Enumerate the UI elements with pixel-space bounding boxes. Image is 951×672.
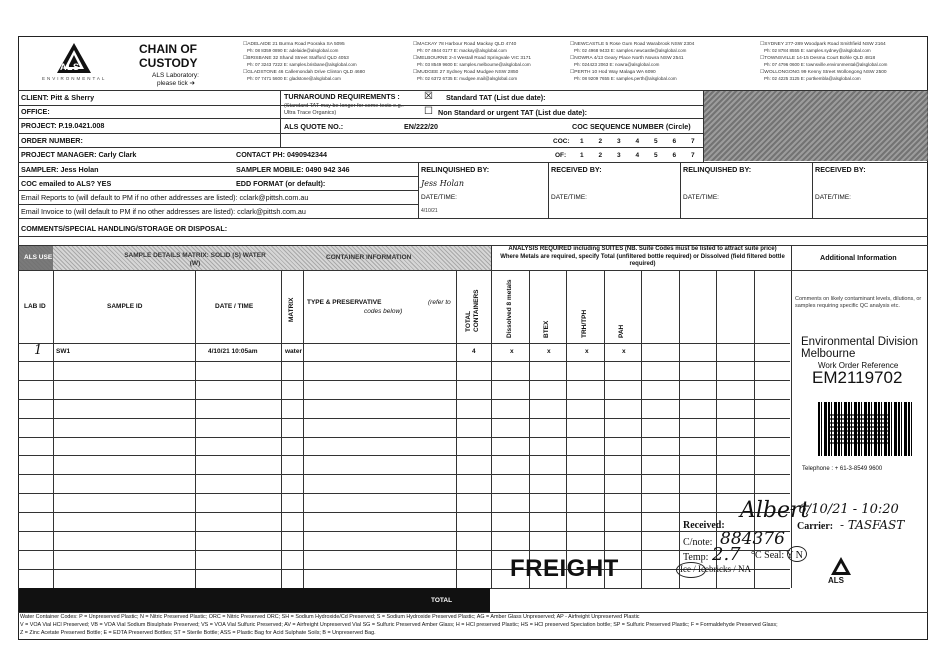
analysis-column-header: BTEX [543,320,550,338]
project-field: PROJECT: P.19.0421.008 [21,121,105,130]
table-row-line [18,550,790,551]
lab-location-name[interactable]: ☐WOLLONGONG 99 Kenny Street Wollongong NSW 2500 [760,70,887,75]
col-type-ref: (refer to [428,299,451,306]
table-row-line [18,418,790,419]
quote-value: EN/222/20 [404,122,438,131]
col-lab-id: LAB ID [24,303,46,310]
of-number[interactable]: 6 [672,152,677,159]
turnaround-note-1: (Standard TAT may be longer for some tests e.g.. [284,103,404,109]
relinquished-name: Jess Holan [421,179,464,188]
datetime-label-1: DATE/TIME: [421,194,457,201]
lab-location-name[interactable]: ☐NEWCASTLE 5 Rose Gum Road Warabrook NSW 2304 [570,42,695,47]
comments-label: COMMENTS/SPECIAL HANDLING/STORAGE OR DISPOSAL: [21,224,228,233]
coc-number[interactable]: 7 [691,138,695,145]
redacted-block [704,91,928,161]
col-total-containers: TOTAL CONTAINERS [465,289,480,332]
temp-label: Temp: [683,552,709,563]
email-invoice-field: Email Invoice to (will default to PM if no other addresses are listed): cclark@pittsh.com.au [21,207,306,216]
of-number[interactable]: 7 [691,152,695,159]
table-row-line [18,493,790,494]
lab-location-name[interactable]: ☐MUDGEE 27 Sydney Road Mudgee NSW 2850 [413,70,519,75]
lab-location-name[interactable]: ☐BRISBANE 32 Shand Street Stafford QLD 4053 [243,56,349,61]
lab-location-contact: Ph: 07 7471 5600 E: gladstone@alsglobal.com [247,76,341,81]
row-lab-id: 1 [34,343,43,358]
of-number[interactable]: 3 [617,152,621,159]
table-row-line [18,437,790,438]
receipt-date: - 6/10/21 - 10:20 [790,502,899,517]
coc-number[interactable]: 5 [654,138,658,145]
coc-number[interactable]: 1 [580,138,584,145]
project-manager-field: PROJECT MANAGER: Carly Clark [21,150,137,159]
seal-circle-icon [787,546,807,562]
row-total: 4 [472,348,476,355]
lab-location-name[interactable]: ☐TOWNSVILLE 14-15 Desma Court Bohle QLD 4818 [760,56,876,61]
received-label-2: RECEIVED BY: [815,165,866,174]
coc-row-label: COC: [553,138,570,145]
coc-number[interactable]: 3 [617,138,621,145]
lab-location-contact: Ph: 08 8359 0890 E: adelaide@alsglobal.com [247,48,339,53]
col-matrix: MATRIX [288,297,295,322]
lab-location-name[interactable]: ☐MACKAY 78 Harbour Road Mackay QLD 4740 [413,42,517,47]
cnote-value: 884376 [720,529,785,549]
of-row-label: OF: [555,152,567,159]
carrier-value: - TASFAST [840,518,905,532]
coc-sequence-label: COC SEQUENCE NUMBER (Circle) [572,122,691,131]
lab-note-2: please tick ➔ [157,80,195,87]
receipt-logo: ALS [828,576,844,585]
barcode-pattern-icon [830,414,890,444]
row-sample-id: SW1 [56,348,71,355]
footer-line-3: Z = Zinc Acetate Preserved Bottle; E = EDTA Preserved Bottles; ST = Sterile Bottle; ASS = Plastic Bag for Acid Sulphate Soils; B = Unpreserved Bag. [20,630,376,636]
lab-location-contact: Ph: 07 3243 7222 E: samples.brisbane@alsglobal.com [247,62,357,67]
receipt-signature: Albert [740,498,810,523]
stamp-telephone: Telephone : + 61-3-8549 9600 [802,466,883,472]
urgent-tat-label: Non Standard or urgent TAT (List due date): [438,108,588,117]
title-line1: CHAIN OF [139,42,197,56]
stamp-wo-number: EM2119702 [812,368,903,387]
lab-location-name[interactable]: ☐NOWRA 4/13 Geary Place North Nowra NSW 2541 [570,56,684,61]
receipt-als-logo-icon [830,556,852,576]
row-analysis-mark: x [622,348,626,355]
row-date-time: 4/10/21 10:05am [208,348,258,355]
logo-subtext: ENVIRONMENTAL [42,76,107,81]
col-type-preservative: TYPE & PRESERVATIVE [307,299,382,306]
relinquished-label-2: RELINQUISHED BY: [683,165,752,174]
analysis-line-3: required) [629,261,656,267]
analysis-line-2: Where Metals are required, specify Total (unfiltered bottle required) or Dissolved (field filtered bottle [500,253,785,260]
analysis-column-header: PAH [618,324,625,338]
lab-location-contact: Ph: 07 4796 0600 E: townsville.environmental@alsglobal.com [764,62,888,67]
container-info-label: CONTAINER INFORMATION [326,254,412,261]
sampler-mobile-field: SAMPLER MOBILE: 0490 942 346 [236,165,350,174]
datetime-label-4: DATE/TIME: [815,194,851,201]
table-row-line [18,474,790,475]
table-row-line [18,361,790,362]
lab-location-name[interactable]: ☐ADELAIDE 21 Burma Road Pooraka SA 5095 [243,42,345,47]
stamp-city: Melbourne [801,348,856,360]
table-row-line [18,399,790,400]
logo-text: ALS [60,62,80,72]
stamp-division: Environmental Division [801,336,918,348]
lab-location-name[interactable]: ☐GLADSTONE 46 Callemondah Drive Clinton QLD 4680 [243,70,366,75]
datetime-label-2: DATE/TIME: [551,194,587,201]
lab-location-contact: Ph: 03 8549 9600 E: samples.melbourne@alsglobal.com [417,62,531,67]
received-label-1: RECEIVED BY: [551,165,602,174]
footer-line-1: Water Container Codes: P = Unpreserved Plastic; N = Nitric Preserved Plastic; ORC = Nitric Preserved ORC; SH = Sodium Hydroxide/Cd Preserved; S = Sodium Hydroxide Preserved Plastic; AG = Amber Glass Unpreserved; AP - Airfreight Unpreserved Plastic [20,614,640,620]
of-number[interactable]: 2 [598,152,603,159]
coc-number[interactable]: 2 [598,138,603,145]
additional-info-label: Additional Information [820,253,897,262]
table-row-line [18,569,790,570]
lab-location-contact: Ph: 02 6372 6735 E: mudgee.mail@alsglobal.com [417,76,518,81]
temp-value: 2.7 [712,544,741,565]
cnote-label: C/note: [683,537,713,548]
edd-format-field: EDD FORMAT (or default): [236,179,326,188]
table-row-line [18,380,790,381]
standard-tat-label: Standard TAT (List due date): [446,93,546,102]
row-analysis-mark: x [547,348,551,355]
turnaround-label: TURNAROUND REQUIREMENTS : [284,92,400,101]
receipt-received-label: Received: [683,520,725,531]
lab-note-1: ALS Laboratory: [152,72,199,79]
col-type-codes: codes below) [364,308,403,315]
table-row-line [18,455,790,456]
row-matrix: water [285,348,302,355]
email-reports-field: Email Reports to (will default to PM if no other addresses are listed): cclark@pittsh.com.au [21,193,309,202]
analysis-header [494,246,791,269]
lab-location-contact: Ph: 02 4225 3125 E: portkembla@alsglobal.com [764,76,861,81]
total-bar [19,588,490,612]
datetime-label-3: DATE/TIME: [683,194,719,201]
standard-tat-checkbox[interactable]: ☒ [424,91,433,102]
lab-location-contact: Ph: 07 4944 0177 E: mackay@alsglobal.com [417,48,507,53]
carrier-label: Carrier: [797,521,834,532]
freight-stamp: FREIGHT [510,555,619,582]
ice-circle-icon [676,562,706,578]
turnaround-note-2: Ultra Trace Organics) [284,110,337,116]
lab-location-contact: Ph: 02 8784 8555 E: samples.sydney@alsglobal.com [764,48,871,53]
lab-location-name[interactable]: ☐SYDNEY 277-289 Woodpark Road Smithfield NSW 2164 [760,42,886,47]
lab-location-name[interactable]: ☐PERTH 10 Hod Way Malaga WA 6090 [570,70,656,75]
order-number-field: ORDER NUMBER: [21,136,83,145]
of-number[interactable]: 1 [580,152,584,159]
lab-location-name[interactable]: ☐MELBOURNE 2-4 Westall Road Springvale VIC 3171 [413,56,532,61]
contact-phone-field: CONTACT PH: 0490942344 [236,150,327,159]
total-label: TOTAL [431,597,453,604]
analysis-line-1: ANALYSIS REQUIRED including SUITES (NB. Suite Codes must be listed to attract suite price) [508,246,777,252]
of-number[interactable]: 4 [635,152,640,159]
table-row-line [18,531,790,532]
temp-unit: °C Seal: Y N [751,550,803,561]
quote-label: ALS QUOTE NO.: [284,122,344,131]
relinquished-label-1: RELINQUISHED BY: [421,165,490,174]
row-analysis-mark: x [510,348,514,355]
office-field: OFFICE: [21,107,50,116]
coc-emailed-field: COC emailed to ALS? YES [21,179,112,188]
stamp-wo-label: Work Order Reference [818,361,899,370]
lab-location-contact: Ph: 08 9209 7655 E: samples.perth@alsglobal.com [574,76,677,81]
col-date-time: DATE / TIME [215,303,254,310]
coc-number[interactable]: 4 [635,138,640,145]
sampler-field: SAMPLER: Jess Holan [21,165,99,174]
als-use-label: ALS USE [24,254,53,261]
relinquished-date: 4/10/21 [421,208,438,214]
coc-number[interactable]: 6 [672,138,677,145]
sample-details-label: SAMPLE DETAILS MATRIX: SOLID (S) WATER (W) [124,252,266,267]
analysis-column-header: Dissolved 8 metals [506,279,513,338]
table-row-line [18,512,790,513]
row-analysis-mark: x [585,348,589,355]
col-sample-id: SAMPLE ID [107,303,143,310]
urgent-tat-checkbox[interactable]: ☐ [424,106,433,117]
analysis-column-header: TRH/TPH [581,309,588,338]
footer-line-2: V = VOA Vial HCl Preserved; VB = VOA Vial Sodium Bisulphate Preserved; VS = VOA Vial Sulfuric Preserved; AV = Airfreight Unpreserved Vial SG = Sulfuric Preserved Amber Glass; H = HCl preserved Plastic; HS = HCl preserved Speciation bottle; SP = Sulfuric Preserved Plastic; F = Formaldehyde Preserved Glass; [20,622,778,628]
lab-location-contact: Ph: 02 4968 9433 E: samples.newcastle@alsglobal.com [574,48,687,53]
of-number[interactable]: 5 [654,152,658,159]
ice-text: Ice / Icebricks / NA [680,564,751,574]
client-field: CLIENT: Pitt & Sherry [21,93,95,102]
title-line2: CUSTODY [139,56,198,70]
additional-note: Comments on likely contaminant levels, dilutions, or samples requiring specific QC analysis etc. [795,296,922,309]
lab-location-contact: Ph: 024423 2063 E: nowra@alsglobal.com [574,62,660,67]
